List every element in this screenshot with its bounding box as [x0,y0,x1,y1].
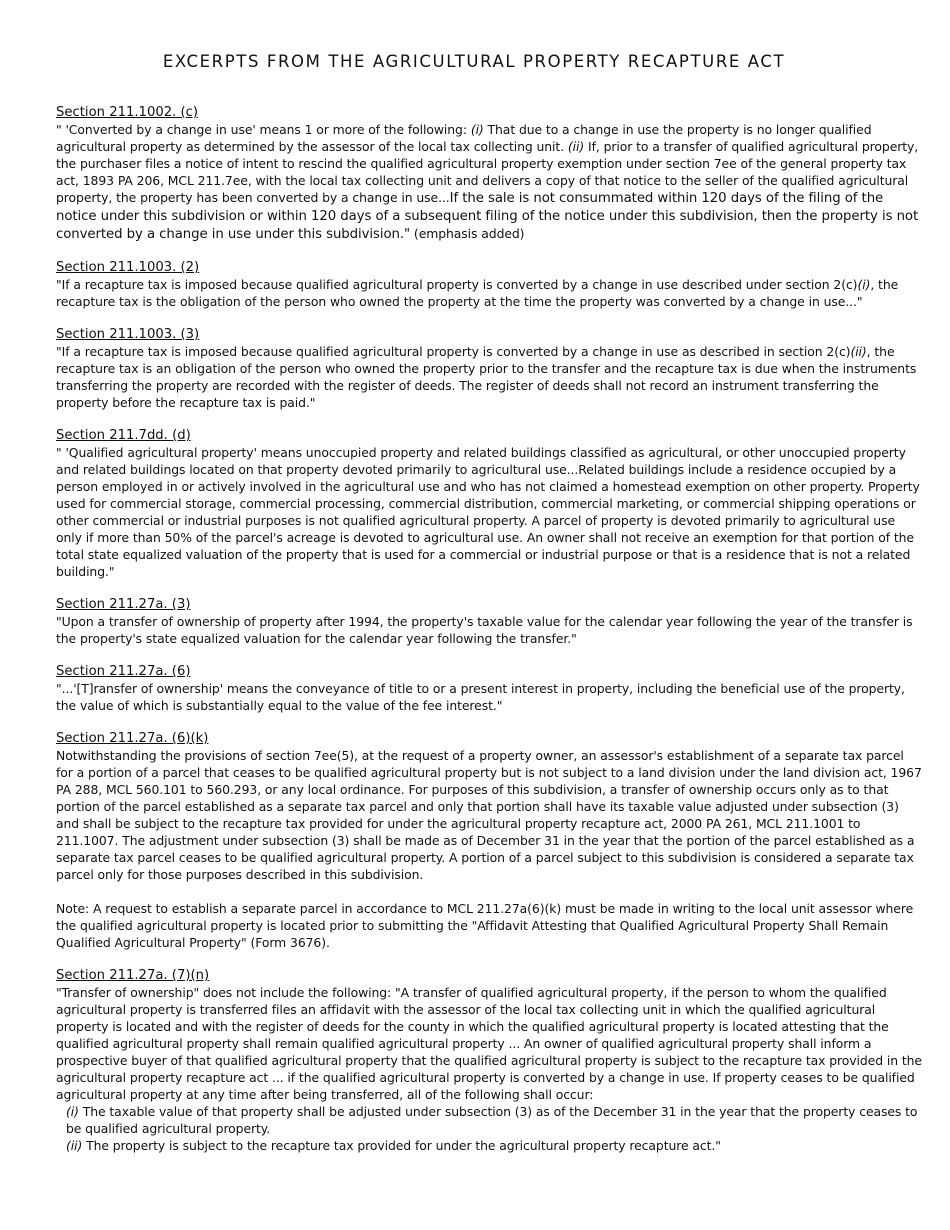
italic-run: (ii) [850,344,867,359]
text-run: (emphasis added) [410,226,525,241]
section-211-27a-6 [56,664,924,714]
text-run: , the recapture tax is an obligation of the person who owned the property prior to the transfer and the recapture tax is due when the instruments transferring the property are recorded with the register of deeds. The register of deeds shall not record an instrument transferring the property before the recapture tax is paid." [56,344,917,410]
section-heading: Section 211.27a. (7)(n) [56,968,210,983]
section-heading: Section 211.7dd. (d) [56,428,191,443]
page-title: EXCERPTS FROM THE AGRICULTURAL PROPERTY RECAPTURE ACT [162,52,786,71]
section-text [56,121,924,243]
note-text: Note: A request to establish a separate parcel in accordance to MCL 211.27a(6)(k) must be made in writing to the local unit assessor where the qualified agricultural property is located prior to submitting the "Affidavit Attesting that Qualified Agricultural Property Shall Remain Qualified Agricultural Property" (Form 3676). [56,901,914,950]
emphasized-text: If the sale is not consummated within 120 days of the filing of the notice under this subdivision or within 120 days of a subsequent filing of the notice under this subdivision, then the property is not converted by a change in use under this subdivision." [56,191,919,242]
italic-run: (i) [470,122,484,137]
text-run: "Transfer of ownership" does not include the following: "A transfer of qualified agricultural property, if the person to whom the qualified agricultural property is transferred files an affidavit with the assessor of the local tax collecting unit in which the qualified agricultural property is located and with the register of deeds for the county in which the qualified agricultural property is located attesting that the qualified agricultural property shall remain qualified agricultural property ... An owner of qualified agricultural property shall inform a prospective buyer of that qualified agricultural property that the qualified agricultural property is subject to the recapture tax provided in the agricultural property recapture act ... if the qualified agricultural property is converted by a change in use. If property ceases to be qualified agricultural property at any time after being transferred, all of the following shall occur: [56,985,922,1102]
section-text [56,276,924,310]
italic-run: (i) [66,1104,79,1119]
italic-run: (ii) [66,1138,83,1153]
section-211-27a-7-n [56,968,924,1154]
section-text: "...'[T]ransfer of ownership' means the conveyance of title to or a present interest in property, including the beneficial use of the property, the value of which is substantially equal to the value of the fee interest." [56,681,905,713]
section-text: " 'Qualified agricultural property' means unoccupied property and related buildings classified as agricultural, or other unoccupied property and related buildings located on that property devoted primarily to agricultural use...Related buildings include a residence occupied by a person employed in or actively involved in the agricultural use and who has not claimed a homestead exemption on other property. Property used for commercial storage, commercial processing, commercial distribution, commercial marketing, or commercial shipping operations or other commercial or industrial purposes is not qualified agricultural property. A parcel of property is devoted primarily to agricultural use only if more than 50% of the parcel's acreage is devoted to agricultural use. An owner shall not receive an exemption for that portion of the total state equalized valuation of the property that is used for a commercial or industrial purpose or that is a residence that is not a related building." [56,445,920,579]
section-heading: Section 211.1002. (c) [56,105,199,120]
sub-item-ii [56,1137,924,1154]
section-211-7dd-d [56,428,924,580]
text-run: The property is subject to the recapture tax provided for under the agricultural property recapture act." [82,1138,721,1153]
section-text: "Upon a transfer of ownership of property after 1994, the property's taxable value for the calendar year following the year of the transfer is the property's state equalized valuation for the calendar year following the transfer." [56,614,913,646]
text-run: The taxable value of that property shall be adjusted under subsection (3) as of the December 31 in the year that the property ceases to be qualified agricultural property. [66,1104,918,1136]
text-run: "If a recapture tax is imposed because qualified agricultural property is converted by a change in use as described in section 2(c) [56,344,851,359]
section-211-1003-3 [56,327,924,411]
text-run: "If a recapture tax is imposed because qualified agricultural property is converted by a change in use described under section 2(c) [56,277,858,292]
section-211-1003-2 [56,260,924,310]
text-run: That due to a change in use the property is no longer qualified agricultural property as determined by the assessor of the local tax collecting unit. [56,122,872,154]
section-211-27a-6-k [56,731,924,883]
section-heading: Section 211.27a. (3) [56,597,191,612]
section-heading: Section 211.27a. (6) [56,664,191,679]
italic-run: (i) [857,277,871,292]
section-text: Notwithstanding the provisions of section 7ee(5), at the request of a property owner, an assessor's establishment of a separate tax parcel for a portion of a parcel that ceases to be qualified agricultural property but is not subject to a land division under the land division act, 1967 PA 288, MCL 560.101 to 560.293, or any local ordinance. For purposes of this subdivision, a transfer of ownership occurs only as to that portion of the parcel established as a separate tax parcel and only that portion shall have its taxable value adjusted under subsection (3) and shall be subject to the recapture tax provided for under the agricultural property recapture act, 2000 PA 261, MCL 211.1001 to 211.1007. The adjustment under subsection (3) shall be made as of December 31 in the year that the portion of the parcel established as a separate tax parcel ceases to be qualified agricultural property. A portion of a parcel subject to this subdivision is considered a separate tax parcel only for those purposes described in this subdivision. [56,748,922,882]
section-heading: Section 211.1003. (2) [56,260,200,275]
section-text [56,343,924,411]
section-heading: Section 211.27a. (6)(k) [56,731,209,746]
text-run: , the recapture tax is the obligation of the person who owned the property at the time the property was converted by a change in use..." [56,277,899,309]
italic-run: (ii) [567,139,585,154]
sub-item-i [56,1103,924,1137]
text-run: If, prior to a transfer of qualified agricultural property, the purchaser files a notice of intent to rescind the qualified agricultural property exemption under section 7ee of the general property tax act, 1893 PA 206, MCL 211.7ee, with the local tax collecting unit and delivers a copy of that notice to the seller of the qualified agricultural property, the property has been converted by a change in use... [56,139,919,205]
text-run: " 'Converted by a change in use' means 1 or more of the following: [56,122,471,137]
note-paragraph [56,900,924,951]
section-211-27a-3 [56,597,924,647]
section-211-1002-c [56,105,924,243]
section-text [56,984,924,1154]
document-page [56,52,924,1171]
section-heading: Section 211.1003. (3) [56,327,200,342]
